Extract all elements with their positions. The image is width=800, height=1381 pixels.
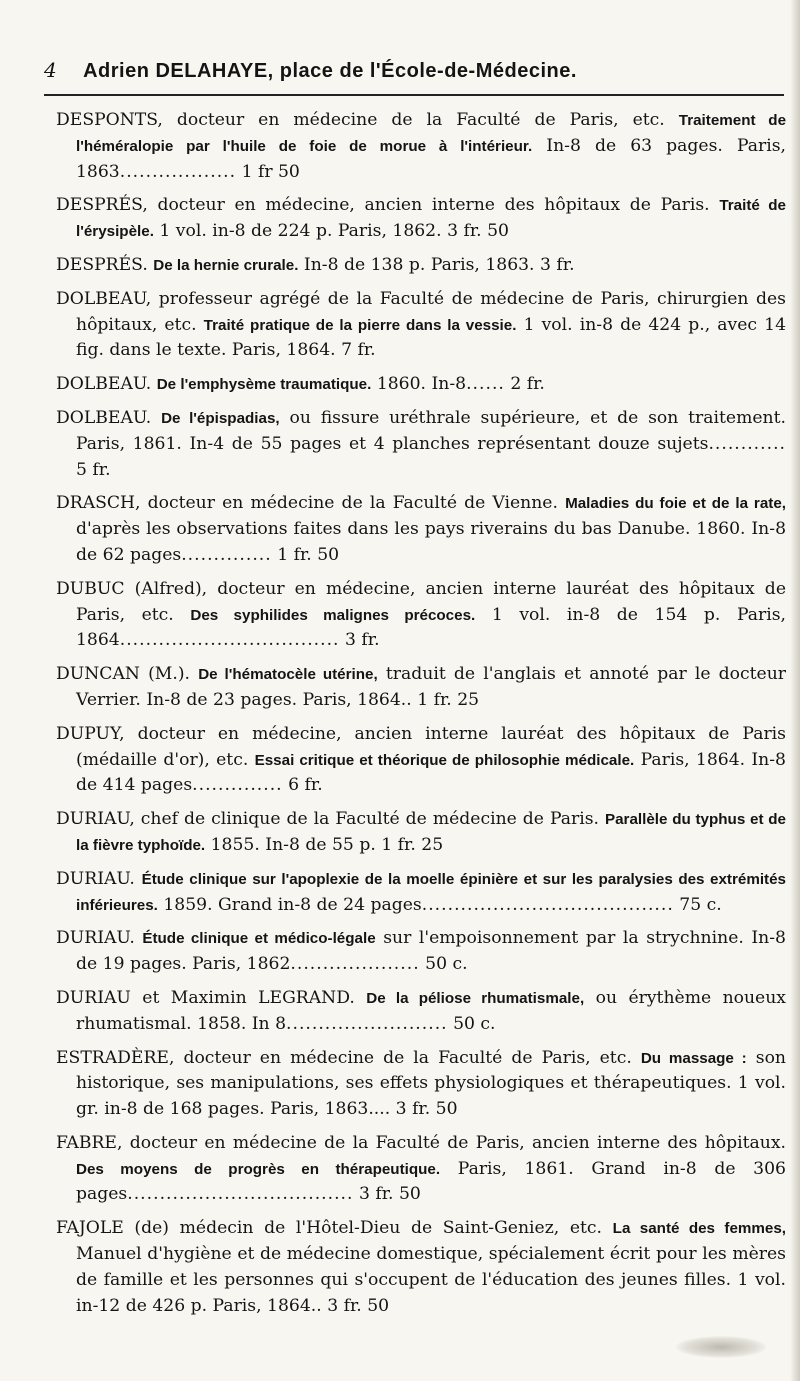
entry-details: ou fissure uréthrale supérieure, et de son traitement. Paris, 1861. In-4 de 55 pages et 4 planches représentant douze sujets	[76, 407, 786, 454]
entry-price: 75 c.	[679, 894, 722, 915]
entry-author: DURIAU, chef de clinique de la Faculté de médecine de Paris.	[56, 809, 599, 830]
catalog-entry	[56, 1046, 786, 1123]
catalog-entry	[56, 1131, 786, 1208]
catalog-entry	[56, 372, 786, 398]
entry-author: DURIAU et Maximin LEGRAND.	[56, 987, 355, 1008]
catalog-entry	[56, 807, 786, 859]
catalog-entry	[56, 722, 786, 799]
entry-price: 3 fr. 50	[447, 221, 509, 242]
entry-details: ou érythème noueux rhumatismal. 1858. In 8	[76, 987, 786, 1034]
entry-details: 1859. Grand in-8 de 24 pages	[163, 894, 422, 915]
catalog-entry	[56, 108, 786, 185]
page-number: 4	[44, 58, 57, 82]
entry-details: In-8 de 63 pages. Paris, 1863	[76, 135, 786, 182]
entry-price: 50 c.	[425, 954, 468, 975]
entry-author: DURIAU.	[56, 868, 135, 889]
entry-leader-dots: .........................	[286, 1013, 448, 1034]
entry-author: FAJOLE (de) médecin de l'Hôtel-Dieu de Saint-Geniez, etc.	[56, 1218, 603, 1239]
entry-author: DRASCH, docteur en médecine de la Faculté de Vienne.	[56, 493, 558, 514]
catalog-entry	[56, 406, 786, 483]
entry-details: In-8 de 138 p. Paris, 1863.	[303, 254, 535, 275]
entry-details: Paris, 1861. Grand in-8 de 306 pages	[76, 1158, 786, 1205]
entry-details: son historique, ses manipulations, ses effets physiologiques et thérapeutiques. 1 vol. gr. in-8 de 168 pages. Paris, 1863....	[76, 1047, 787, 1120]
entry-title: Étude clinique sur l'apoplexie de la moelle épinière et sur les paralysies des extrémités inférieures.	[76, 870, 786, 914]
entry-details: 1 vol. in-8 de 424 p., avec 14 fig. dans le texte. Paris, 1864.	[76, 314, 787, 361]
entry-title: De l'emphysème traumatique.	[156, 376, 372, 394]
entry-price: 50 c.	[453, 1013, 496, 1034]
entry-details: 1 vol. in-8 de 224 p. Paris, 1862.	[159, 221, 442, 242]
catalog-entry	[56, 662, 786, 714]
entry-author: DUPUY, docteur en médecine, ancien interne lauréat des hôpitaux de Paris (médaille d'or), etc.	[56, 723, 786, 770]
catalog-entry	[56, 491, 786, 568]
entry-title: Des moyens de progrès en thérapeutique.	[76, 1160, 441, 1178]
entry-title: De la hernie crurale.	[153, 256, 299, 274]
entry-price: 6 fr.	[288, 775, 323, 796]
entry-details: Manuel d'hygiène et de médecine domestique, spécialement écrit pour les mères de famille et les personnes qui s'occupent de l'éducation des jeunes filles. 1 vol. in-12 de 426 p. Paris, 1864..	[76, 1244, 786, 1316]
entry-author: DESPONTS, docteur en médecine de la Faculté de Paris, etc.	[56, 110, 665, 130]
entry-title: De l'hématocèle utérine,	[198, 666, 378, 684]
entry-details: 1855. In-8 de 55 p.	[210, 834, 376, 855]
entry-author: DUNCAN (M.).	[56, 664, 191, 685]
entry-details: Paris, 1864. In-8 de 414 pages	[76, 749, 786, 796]
entry-price: 3 fr.	[540, 254, 575, 275]
entry-title: Maladies du foie et de la rate,	[565, 495, 786, 513]
entry-leader-dots: ......	[466, 374, 505, 395]
entry-author: DESPRÉS.	[56, 254, 148, 275]
header-rule	[44, 94, 784, 96]
entry-details: 1 vol. in-8 de 154 p. Paris, 1864	[76, 604, 786, 651]
entry-title: Traité de l'érysipèle.	[76, 197, 786, 241]
catalog-entry	[56, 867, 786, 919]
entry-leader-dots: ..............	[181, 544, 272, 565]
entry-title: Essai critique et théorique de philosophie médicale.	[254, 751, 635, 769]
running-title: Adrien DELAHAYE, place de l'École-de-Médecine.	[83, 60, 577, 82]
entry-leader-dots: ............	[708, 433, 786, 454]
entry-price: 5 fr.	[76, 459, 111, 480]
entry-author: DOLBEAU, professeur agrégé de la Faculté de médecine de Paris, chirurgien des hôpitaux, etc.	[56, 288, 786, 335]
entry-leader-dots: ....................	[290, 954, 420, 975]
entry-details: sur l'empoisonnement par la strychnine. In-8 de 19 pages. Paris, 1862	[76, 928, 786, 975]
entry-leader-dots: ...................................	[127, 1184, 354, 1205]
entry-leader-dots: ..............	[192, 775, 283, 796]
entry-author: ESTRADÈRE, docteur en médecine de la Faculté de Paris, etc.	[56, 1047, 632, 1068]
entry-price: 3 fr.	[344, 630, 380, 651]
entry-title: Traité pratique de la pierre dans la vessie.	[203, 316, 517, 334]
entry-price: 1 fr 50	[241, 161, 300, 182]
catalog-entry	[56, 1216, 786, 1319]
entry-price: 3 fr. 50	[358, 1184, 421, 1205]
entry-author: DESPRÉS, docteur en médecine, ancien interne des hôpitaux de Paris.	[56, 195, 710, 216]
catalog-entry	[56, 193, 786, 245]
entry-details: 1860. In-8	[376, 374, 467, 395]
entry-title: Du massage :	[640, 1049, 747, 1067]
entry-price: 2 fr.	[510, 374, 545, 395]
entry-price: 3 fr. 50	[327, 1295, 390, 1316]
entry-details: d'après les observations faites dans les pays riverains du bas Danube. 1860. In-8 de 62 pages	[76, 519, 786, 565]
entry-leader-dots: ..................................	[119, 630, 340, 651]
entry-leader-dots: ..................	[119, 161, 237, 182]
entry-price: 1 fr. 25	[381, 834, 444, 855]
entry-author: DOLBEAU.	[56, 407, 152, 428]
catalog-entry	[56, 287, 786, 364]
entry-leader-dots: .......................................	[421, 894, 674, 915]
page-edge-shadow	[790, 0, 800, 1381]
entry-details: traduit de l'anglais et annoté par le docteur Verrier. In-8 de 23 pages. Paris, 1864..	[76, 664, 787, 710]
entry-title: Parallèle du typhus et de la fièvre typhoïde.	[76, 811, 786, 854]
paper-stain	[676, 1336, 766, 1358]
entry-author: DURIAU.	[56, 928, 135, 949]
entry-author: DUBUC (Alfred), docteur en médecine, ancien interne lauréat des hôpitaux de Paris, etc.	[56, 578, 786, 625]
entry-price: 7 fr.	[341, 340, 376, 361]
entry-title: Traitement de l'héméralopie par l'huile de foie de morue à l'intérieur.	[76, 112, 787, 155]
entry-author: DOLBEAU.	[56, 374, 152, 395]
page-header	[44, 58, 784, 83]
entry-title: De l'épispadias,	[161, 409, 280, 427]
catalog-entry	[56, 577, 786, 654]
entry-price: 3 fr. 50	[395, 1099, 458, 1120]
catalog-entry	[56, 253, 786, 279]
entry-price: 1 fr. 50	[277, 544, 340, 565]
entry-author: FABRE, docteur en médecine de la Faculté de Paris, ancien interne des hôpitaux.	[56, 1132, 786, 1153]
entry-title: De la péliose rhumatismale,	[366, 989, 585, 1007]
entry-title: La santé des femmes,	[612, 1220, 787, 1238]
catalog-entries	[56, 108, 786, 1327]
catalog-entry	[56, 926, 786, 978]
entry-title: Des syphilides malignes précoces.	[190, 606, 476, 624]
catalog-entry	[56, 986, 786, 1038]
entry-title: Étude clinique et médico-légale	[142, 930, 376, 948]
entry-price: 1 fr. 25	[417, 689, 480, 710]
